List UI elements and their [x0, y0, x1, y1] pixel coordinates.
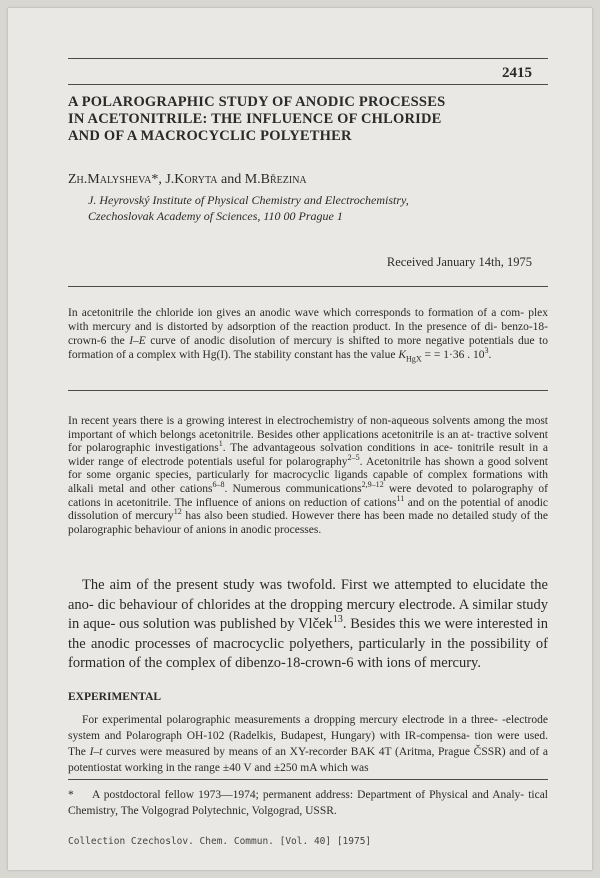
title-line: A POLAROGRAPHIC STUDY OF ANODIC PROCESSES — [68, 94, 446, 110]
author-name: J.Koryta — [165, 172, 218, 187]
abstract-top-rule — [68, 286, 548, 287]
affiliation — [88, 192, 409, 224]
citation: 6–8 — [212, 480, 225, 490]
affiliation-line: Czechoslovak Academy of Sciences, 110 00 Prague 1 — [88, 209, 343, 223]
footnote: * A postdoctoral fellow 1973—1974; permanent address: Department of Physical and Analy- tical Chemistry, The Volgograd Polytechnic, Volgograd, USSR. — [68, 789, 548, 817]
author-name: M.Březina — [244, 172, 307, 187]
citation: 13 — [332, 614, 343, 626]
title-line: AND OF A MACROCYCLIC POLYETHER — [68, 128, 352, 144]
footnote-marker: * — [68, 789, 74, 801]
aim-paragraph: The aim of the present study was twofold. First we attempted to elucidate the ano- dic behaviour of chlorides at the dropping mercury electrode. A similar study in aque- ous solution was published by Vlček$^{13}$. Besides this we were interested in the anodic processes of macrocyclic polyethers, particularly in the possibility of formation of the complex of dibenzo-18-crown-6 with ions of mercury. — [68, 577, 548, 671]
section-heading: EXPERIMENTAL — [68, 691, 162, 703]
introduction-paragraph: In recent years there is a growing interest in electrochemistry of non-aqueous solvents among the most important of which belongs acetonitrile. Besides other applications acetonitrile is an at- tractive solvent for polarographic investigations$^1$. The advantageous solvation conditions in ace- tonitrile result in a wider range of electrode potentials useful for polarography$^{2-5}$. Acetonitrile has shown a good solvent for some organic species, particularly for macrocyclic ligands capable of complex formations with alkali metal and other cations$^{6-8}$. Numerous communications$^{2,9-12}$ were devoted to polarography of cations in acetonitrile. The influence of anions on reduction of cations$^{11}$ and on the potential of anodic dissolution of mercury$^{12}$ has also been studied. However there has been made no detailed study of the polarographic behaviour of anions in anodic processes. — [68, 415, 549, 536]
page-number: 2415 — [502, 65, 532, 81]
citation: 2,9–12 — [361, 480, 384, 490]
top-rule — [68, 58, 548, 59]
author-name: Zh.Malysheva — [68, 172, 152, 187]
affiliation-line: J. Heyrovský Institute of Physical Chemistry and Electrochemistry, — [88, 193, 409, 207]
title-line: IN ACETONITRILE: THE INFLUENCE OF CHLORIDE — [68, 111, 442, 127]
footnote-marker: * — [151, 172, 159, 187]
abstract-bottom-rule — [68, 390, 548, 391]
citation: 11 — [396, 493, 405, 503]
abstract: In acetonitrile the chloride ion gives an anodic wave which corresponds to formation of a com- plex with mercury and is distorted by adsorption of the reaction product. In the presence of di- benzo-18-crown-6 the I–E curve of anodic disolution of mercury is shifted to more negative potentials due to formation of a complex with Hg(I). The stability constant has the value $K_{HgX}$ = = 1·36 . $10^3$. — [68, 307, 548, 364]
citation: 12 — [173, 507, 182, 517]
header-rule — [68, 84, 548, 85]
author-list: Zh.Malysheva*, J.Koryta and M.Březina — [68, 172, 307, 187]
experimental-paragraph: For experimental polarographic measurements a dropping mercury electrode in a three- -electrode system and Polarograph OH-102 (Radelkis, Budapest, Hungary) with IR-compensa- tion were used. The I–t curves were measured by means of an XY-recorder BAK 4T (Aritma, Prague ČSSR) and of a potentiostat working in the range ±40 V and ±250 mA which was — [68, 714, 548, 774]
citation: 2–5 — [347, 452, 360, 462]
journal-page — [8, 8, 592, 870]
article-title — [68, 94, 548, 145]
citation: 1 — [218, 439, 223, 449]
footnote-rule — [68, 779, 548, 780]
journal-citation: Collection Czechoslov. Chem. Commun. [Vol. 40] [1975] — [68, 836, 372, 847]
received-date: Received January 14th, 1975 — [386, 255, 532, 269]
